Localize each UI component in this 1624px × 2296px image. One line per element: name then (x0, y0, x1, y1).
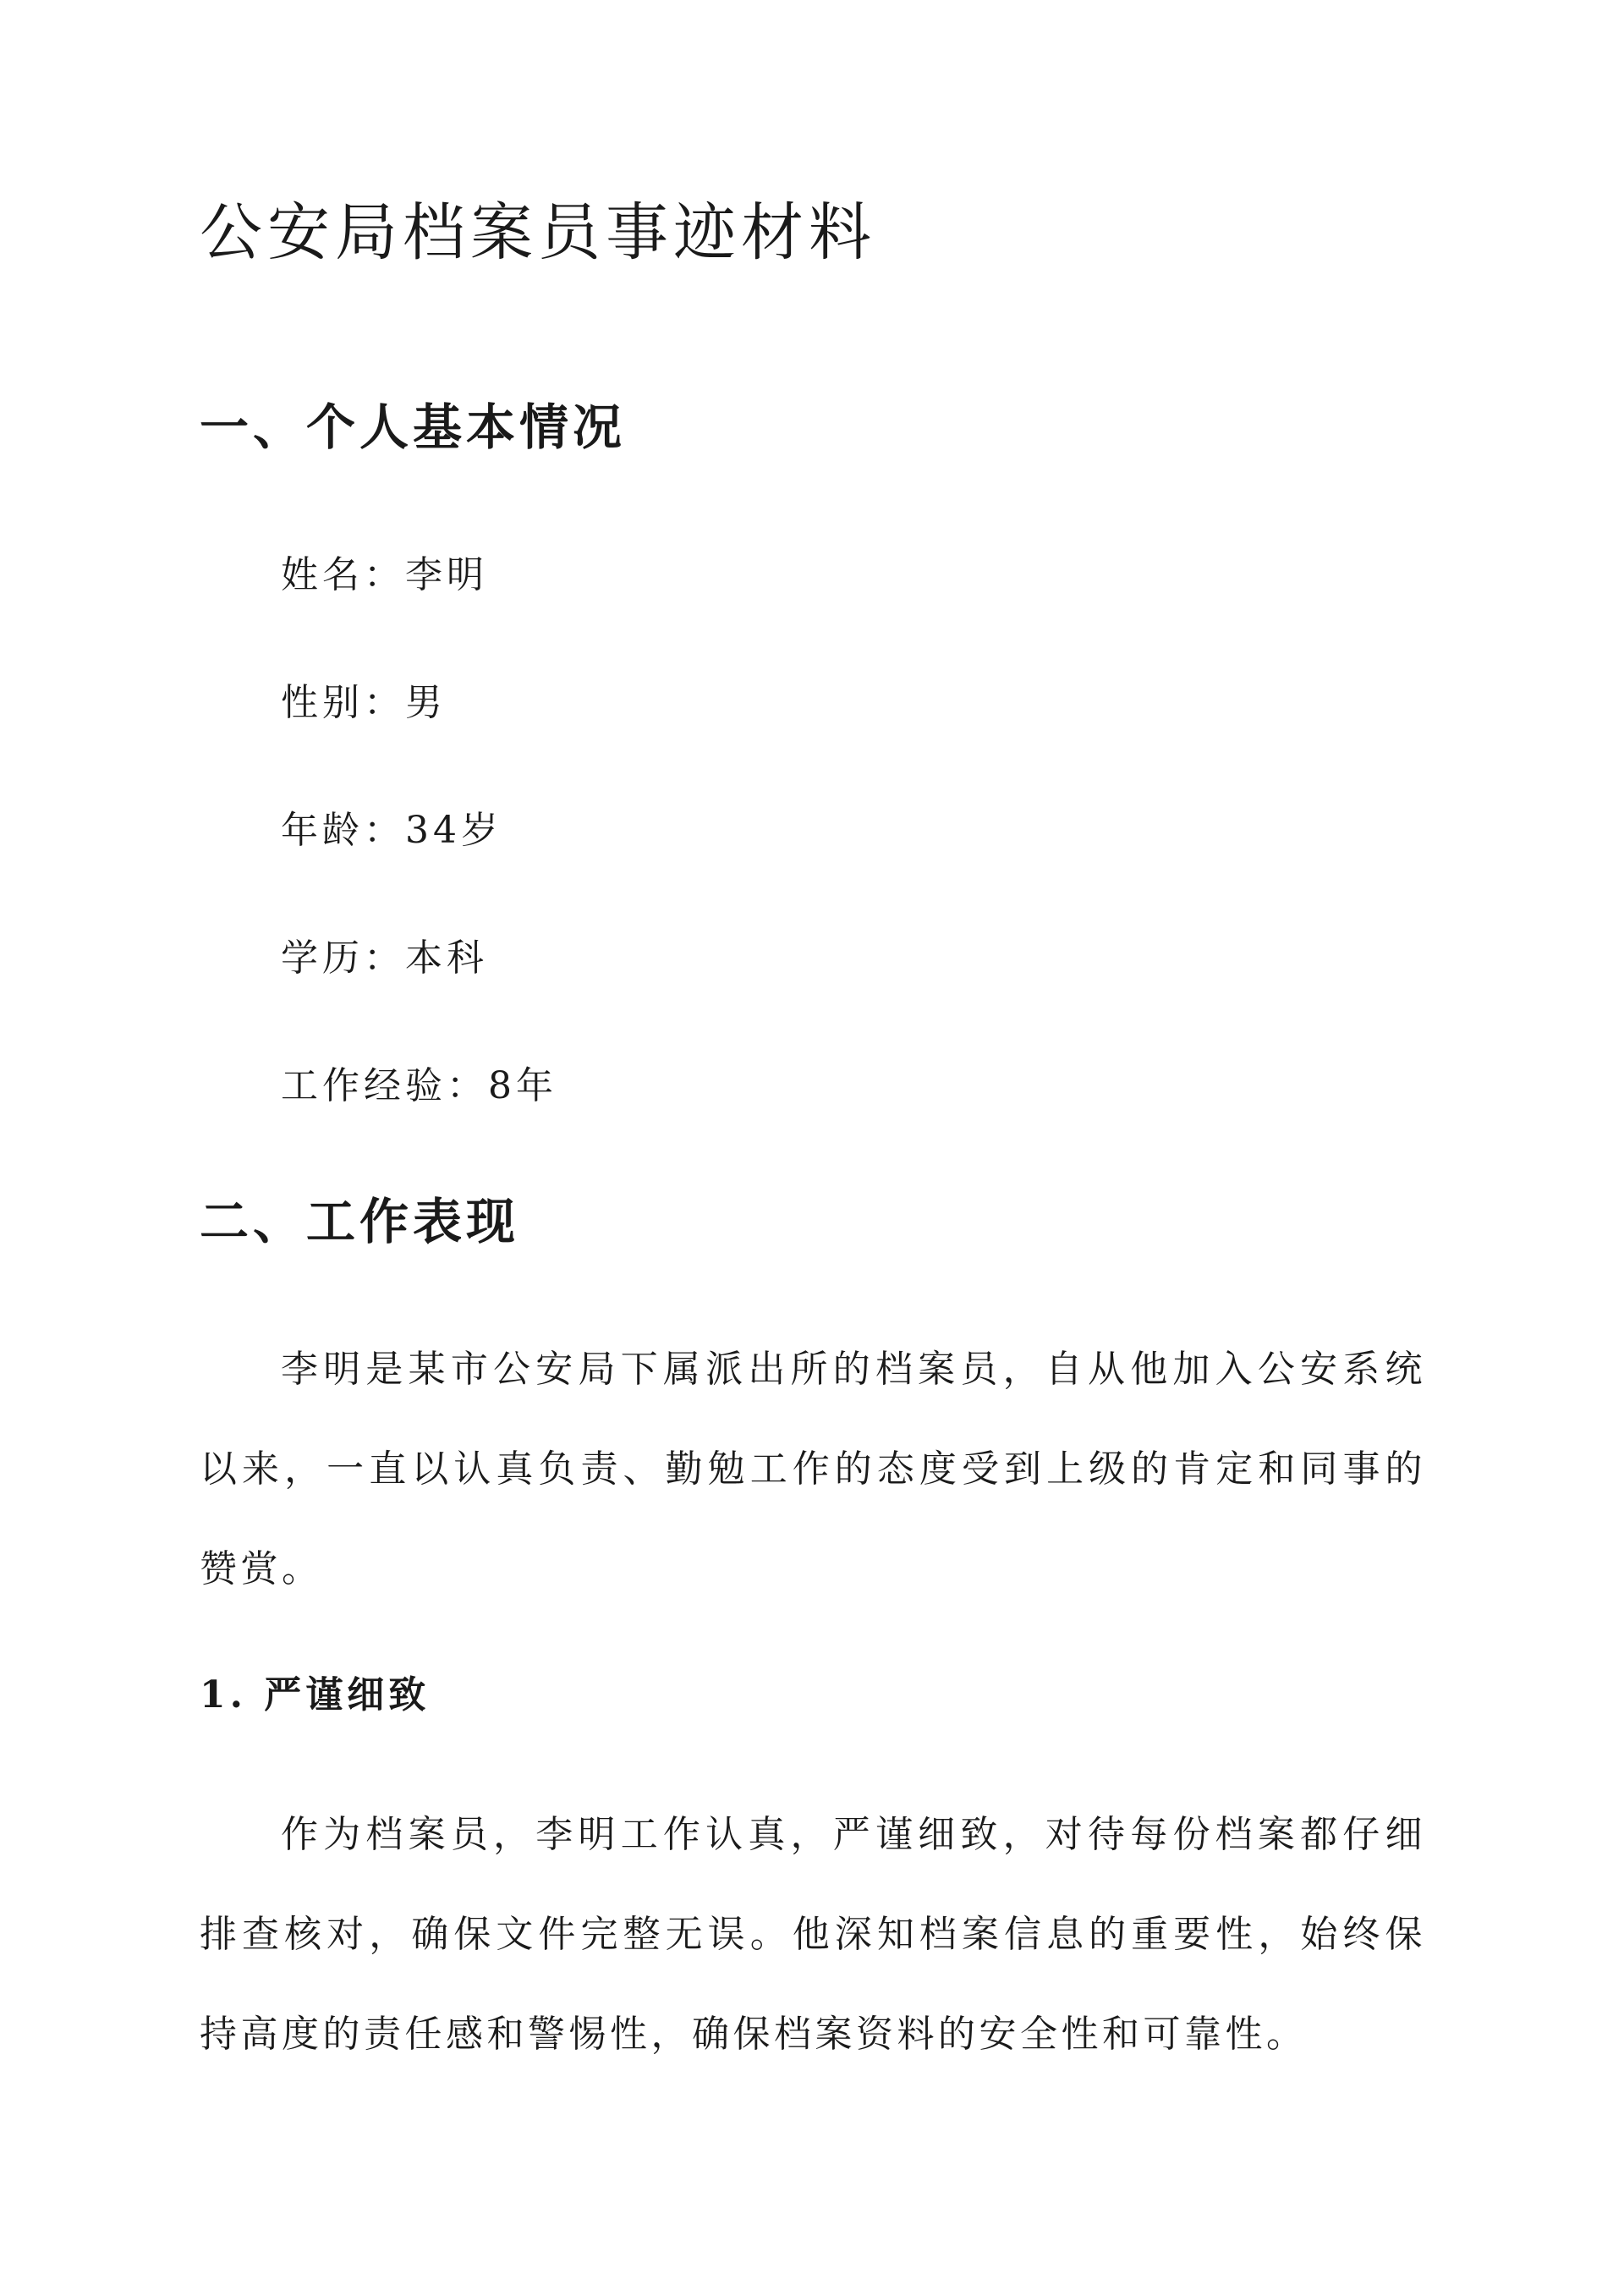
info-gender: 性别：男 (281, 681, 447, 724)
subsection-heading-meticulous: 1. 严谨细致 (200, 1673, 431, 1717)
info-education: 学历：本科 (281, 937, 488, 980)
info-name: 姓名：李明 (281, 553, 488, 596)
document-title: 公安局档案员事迹材料 (200, 196, 876, 269)
info-experience: 工作经验：8年 (281, 1064, 557, 1107)
info-age: 年龄：34岁 (281, 809, 502, 852)
meticulous-paragraph: 作为档案员，李明工作认真，严谨细致，对待每份档案都仔细排查核对，确保文件完整无误。他深知档案信息的重要性，始终保持高度的责任感和警惕性，确保档案资料的安全性和可靠性。 (200, 1813, 1426, 2056)
section-heading-work-performance: 二、工作表现 (200, 1193, 520, 1250)
section-heading-basic-info: 一、个人基本情况 (200, 398, 627, 456)
work-intro-paragraph: 李明是某市公安局下属派出所的档案员，自从他加入公安系统以来，一直以认真负责、勤勉工作的态度受到上级的肯定和同事的赞赏。 (200, 1348, 1426, 1590)
